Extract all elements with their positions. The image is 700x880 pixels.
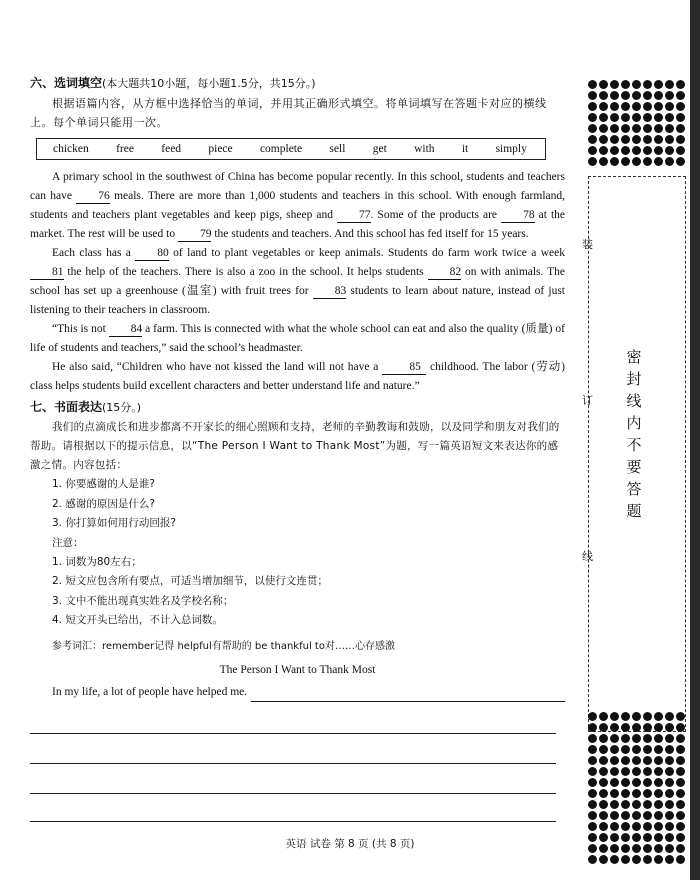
binding-dot bbox=[676, 811, 685, 820]
binding-dot bbox=[588, 723, 597, 732]
binding-dot bbox=[676, 102, 685, 111]
binding-dot bbox=[643, 745, 652, 754]
binding-dot bbox=[588, 712, 597, 721]
binding-dot bbox=[676, 767, 685, 776]
binding-dot bbox=[588, 113, 597, 122]
writing-line[interactable] bbox=[30, 733, 556, 734]
binding-dot bbox=[621, 146, 630, 155]
binding-dot bbox=[610, 822, 619, 831]
essay-title: The Person I Want to Thank Most bbox=[219, 663, 376, 676]
binding-dot bbox=[621, 800, 630, 809]
blank-83[interactable]: 83 bbox=[313, 285, 347, 299]
section6-instruction: 根据语篇内容，从方框中选择恰当的单词，并用其正确形式填空。将单词填写在答题卡对应的横线上。每个单词只能用一次。 bbox=[30, 97, 547, 129]
binding-dot bbox=[610, 767, 619, 776]
binding-dot bbox=[643, 146, 652, 155]
binding-dot bbox=[665, 833, 674, 842]
binding-dot bbox=[621, 102, 630, 111]
binding-dot bbox=[621, 844, 630, 853]
binding-dot bbox=[610, 855, 619, 864]
binding-dot bbox=[599, 80, 608, 89]
binding-dot bbox=[676, 124, 685, 133]
binding-dot bbox=[588, 157, 597, 166]
blank-80[interactable]: 80 bbox=[135, 247, 169, 261]
binding-dot bbox=[665, 157, 674, 166]
section7-title: 七、书面表达 bbox=[30, 400, 103, 414]
binding-dot bbox=[621, 778, 630, 787]
binding-dot bbox=[632, 778, 641, 787]
binding-dot bbox=[621, 135, 630, 144]
binding-dot bbox=[665, 91, 674, 100]
binding-dot bbox=[665, 789, 674, 798]
binding-dot bbox=[610, 91, 619, 100]
binding-dot bbox=[621, 822, 630, 831]
binding-dot bbox=[676, 80, 685, 89]
note-item: 3. 文中不能出现真实姓名及学校名称； bbox=[52, 594, 234, 607]
binding-dot bbox=[599, 712, 608, 721]
binding-dot bbox=[632, 723, 641, 732]
binding-dot bbox=[599, 800, 608, 809]
binding-dot bbox=[643, 767, 652, 776]
binding-dot bbox=[654, 135, 663, 144]
binding-dot bbox=[632, 855, 641, 864]
blank-82[interactable]: 82 bbox=[428, 266, 462, 280]
binding-dot bbox=[621, 745, 630, 754]
binding-dot bbox=[588, 811, 597, 820]
binding-dot bbox=[676, 135, 685, 144]
binding-dot bbox=[610, 712, 619, 721]
binding-dot bbox=[643, 734, 652, 743]
binding-dot bbox=[632, 833, 641, 842]
binding-dot bbox=[599, 124, 608, 133]
binding-dot bbox=[632, 157, 641, 166]
binding-dot bbox=[610, 102, 619, 111]
binding-dot bbox=[676, 778, 685, 787]
binding-dot bbox=[654, 756, 663, 765]
binding-dot bbox=[610, 789, 619, 798]
binding-dot bbox=[632, 822, 641, 831]
binding-dot bbox=[654, 124, 663, 133]
binding-dot bbox=[588, 80, 597, 89]
binding-dot bbox=[621, 767, 630, 776]
binding-dot bbox=[654, 157, 663, 166]
word-bank bbox=[36, 138, 546, 160]
word-bank-item: with bbox=[414, 142, 435, 155]
binding-dot bbox=[665, 800, 674, 809]
binding-dot bbox=[665, 124, 674, 133]
blank-85[interactable]: 85 bbox=[382, 361, 426, 375]
binding-dot bbox=[588, 855, 597, 864]
binding-dot bbox=[676, 789, 685, 798]
binding-dot bbox=[588, 844, 597, 853]
binding-dot bbox=[599, 745, 608, 754]
binding-mark: 订 bbox=[582, 394, 593, 407]
binding-dot bbox=[588, 767, 597, 776]
binding-dot bbox=[621, 712, 630, 721]
binding-dot bbox=[588, 135, 597, 144]
binding-dot bbox=[632, 91, 641, 100]
binding-dot bbox=[610, 146, 619, 155]
binding-dot bbox=[676, 756, 685, 765]
binding-dot bbox=[665, 712, 674, 721]
binding-dot bbox=[654, 844, 663, 853]
binding-dot bbox=[665, 778, 674, 787]
binding-dot bbox=[632, 135, 641, 144]
binding-dot bbox=[665, 822, 674, 831]
binding-dot bbox=[599, 822, 608, 831]
binding-dot bbox=[588, 822, 597, 831]
section7-prompt: 我们的点滴成长和进步都离不开家长的细心照顾和支持，老师的辛勤教诲和鼓励，以及同学和朋友对我们的帮助。请根据以下的提示信息，以“The Person I Want to Thank Most”为题，写一篇英语短文来表达你的感激之情。内容包括： bbox=[30, 421, 560, 471]
binding-dot bbox=[654, 80, 663, 89]
binding-dot bbox=[588, 756, 597, 765]
reference-vocabulary: 参考词汇：remember记得 helpful有帮助的 be thankful to对……心存感激 bbox=[52, 640, 395, 652]
binding-dot bbox=[632, 146, 641, 155]
essay-opening-text: In my life, a lot of people have helped me. bbox=[52, 685, 248, 698]
word-bank-item: simply bbox=[495, 142, 527, 155]
binding-dot bbox=[643, 756, 652, 765]
seal-line-notice: 密 封 线 内 不 要 答 题 bbox=[626, 348, 642, 520]
binding-dot bbox=[588, 745, 597, 754]
binding-dot bbox=[621, 723, 630, 732]
word-bank-item: it bbox=[461, 142, 469, 155]
binding-dot bbox=[599, 146, 608, 155]
passage-paragraph-3: “This is not 84 a farm. This is connected with what the whole school can eat and also the quality (质量) of life of students and teachers,” said the school’s headmaster. bbox=[30, 323, 565, 354]
binding-dot bbox=[588, 800, 597, 809]
binding-dot bbox=[610, 124, 619, 133]
binding-dot bbox=[654, 723, 663, 732]
binding-dot bbox=[665, 811, 674, 820]
binding-dot bbox=[632, 789, 641, 798]
binding-dot-pattern-top bbox=[588, 80, 686, 167]
binding-dot bbox=[654, 855, 663, 864]
binding-dot bbox=[610, 113, 619, 122]
binding-dot bbox=[621, 756, 630, 765]
notes-list bbox=[52, 553, 565, 631]
binding-dot bbox=[610, 734, 619, 743]
word-bank-item: free bbox=[116, 142, 134, 155]
binding-dot bbox=[621, 734, 630, 743]
binding-dot bbox=[665, 113, 674, 122]
binding-dot bbox=[643, 855, 652, 864]
binding-dot bbox=[599, 723, 608, 732]
main-content bbox=[30, 74, 565, 702]
binding-dot bbox=[588, 833, 597, 842]
binding-dot bbox=[665, 855, 674, 864]
question-item: 3. 你打算如何用行动回报? bbox=[52, 517, 176, 529]
binding-dot bbox=[632, 734, 641, 743]
binding-dot bbox=[643, 723, 652, 732]
binding-dot bbox=[643, 800, 652, 809]
binding-dot bbox=[599, 767, 608, 776]
binding-dot bbox=[610, 811, 619, 820]
binding-dot bbox=[599, 135, 608, 144]
note-item: 2. 短文应包含所有要点，可适当增加细节，以使行文连贯； bbox=[52, 575, 328, 587]
binding-dot bbox=[599, 855, 608, 864]
question-item: 2. 感谢的原因是什么? bbox=[52, 497, 155, 510]
binding-dot bbox=[676, 734, 685, 743]
binding-dot bbox=[643, 789, 652, 798]
binding-dot bbox=[654, 778, 663, 787]
binding-dot bbox=[632, 80, 641, 89]
binding-dot bbox=[676, 712, 685, 721]
binding-dot bbox=[665, 80, 674, 89]
binding-dot bbox=[665, 135, 674, 144]
blank-78[interactable]: 78 bbox=[501, 209, 535, 223]
binding-dot bbox=[654, 811, 663, 820]
binding-dot bbox=[610, 157, 619, 166]
binding-dot bbox=[643, 844, 652, 853]
word-bank-item: sell bbox=[329, 142, 346, 155]
binding-dot bbox=[588, 124, 597, 133]
binding-dot bbox=[610, 778, 619, 787]
binding-dot bbox=[654, 712, 663, 721]
binding-dot bbox=[632, 756, 641, 765]
binding-dot bbox=[610, 756, 619, 765]
binding-dot bbox=[621, 91, 630, 100]
binding-dot bbox=[654, 800, 663, 809]
binding-dot bbox=[665, 844, 674, 853]
question-item: 1. 你要感谢的人是谁? bbox=[52, 478, 155, 490]
binding-dot bbox=[665, 146, 674, 155]
binding-dot bbox=[621, 811, 630, 820]
binding-dot bbox=[654, 146, 663, 155]
binding-dot bbox=[610, 844, 619, 853]
notes-title: 注意： bbox=[52, 536, 84, 549]
binding-dot bbox=[599, 833, 608, 842]
section7-header bbox=[30, 398, 565, 418]
binding-dot bbox=[610, 80, 619, 89]
binding-dot bbox=[632, 800, 641, 809]
binding-dot bbox=[588, 734, 597, 743]
binding-dot bbox=[654, 113, 663, 122]
binding-dot bbox=[676, 745, 685, 754]
binding-dot bbox=[599, 844, 608, 853]
binding-mark: 线 bbox=[582, 550, 593, 563]
blank-84[interactable]: 84 bbox=[109, 323, 143, 337]
binding-dot bbox=[654, 789, 663, 798]
binding-dot bbox=[599, 811, 608, 820]
binding-dot bbox=[665, 745, 674, 754]
blank-81[interactable]: 81 bbox=[30, 266, 64, 280]
binding-dot bbox=[676, 833, 685, 842]
binding-dot bbox=[643, 102, 652, 111]
binding-dot bbox=[621, 855, 630, 864]
binding-dot bbox=[654, 833, 663, 842]
binding-dot bbox=[610, 723, 619, 732]
binding-dot bbox=[654, 91, 663, 100]
word-bank-item: piece bbox=[208, 142, 233, 155]
binding-dot bbox=[676, 844, 685, 853]
binding-dot bbox=[632, 811, 641, 820]
writing-line[interactable] bbox=[30, 763, 556, 764]
binding-dot bbox=[665, 723, 674, 732]
binding-dot bbox=[643, 157, 652, 166]
binding-dot bbox=[643, 778, 652, 787]
binding-dot bbox=[643, 135, 652, 144]
binding-dot bbox=[621, 833, 630, 842]
binding-dot bbox=[665, 102, 674, 111]
binding-dot bbox=[632, 844, 641, 853]
binding-dot bbox=[621, 113, 630, 122]
passage-paragraph-1: A primary school in the southwest of China has become popular recently. In this school, students and teachers can have 76 meals. There are more than 1,000 students and teachers in this school. With enough farmland, students and teachers plant vegetables and keep pigs, sheep and 77. Some of the products are 78 at the market. The rest will be used to 79 the students and teachers. And this school has fed itself for 15 years. bbox=[30, 171, 565, 240]
writing-line[interactable] bbox=[30, 793, 556, 794]
binding-dot bbox=[643, 833, 652, 842]
word-bank-item: complete bbox=[259, 142, 303, 155]
binding-mark: 装 bbox=[582, 238, 593, 251]
binding-dot bbox=[632, 767, 641, 776]
binding-dot bbox=[621, 124, 630, 133]
binding-dot bbox=[665, 756, 674, 765]
binding-dot bbox=[632, 712, 641, 721]
binding-dot bbox=[599, 789, 608, 798]
passage-paragraph-4: He also said, “Children who have not kissed the land will not have a 85 childhood. The labor (劳动) class helps students build excellent characters and better understand life and nature.” bbox=[30, 361, 565, 392]
binding-dot bbox=[632, 745, 641, 754]
binding-dot bbox=[588, 778, 597, 787]
binding-dot bbox=[632, 113, 641, 122]
binding-dot bbox=[610, 833, 619, 842]
note-item: 1. 词数为80左右； bbox=[52, 555, 142, 568]
binding-dot bbox=[610, 135, 619, 144]
binding-dot bbox=[643, 113, 652, 122]
binding-dot bbox=[599, 157, 608, 166]
section6-title: 六、选词填空 bbox=[30, 76, 103, 90]
binding-dot bbox=[665, 767, 674, 776]
binding-dot bbox=[621, 789, 630, 798]
binding-dot bbox=[588, 91, 597, 100]
note-item: 4. 短文开头已给出，不计入总词数。 bbox=[52, 614, 223, 626]
binding-dot bbox=[643, 811, 652, 820]
binding-dot bbox=[676, 157, 685, 166]
binding-dot bbox=[654, 734, 663, 743]
section6-header bbox=[30, 74, 565, 94]
binding-dot bbox=[632, 102, 641, 111]
binding-dot bbox=[599, 91, 608, 100]
binding-dot bbox=[643, 712, 652, 721]
binding-dot bbox=[643, 124, 652, 133]
blank-77[interactable]: 77 bbox=[337, 209, 371, 223]
word-bank-item: feed bbox=[161, 142, 182, 155]
writing-line[interactable] bbox=[30, 821, 556, 822]
binding-dot bbox=[676, 113, 685, 122]
section7-note: (15分。) bbox=[102, 401, 142, 414]
binding-dot bbox=[676, 91, 685, 100]
binding-dot bbox=[654, 767, 663, 776]
binding-dot bbox=[599, 113, 608, 122]
binding-dot-pattern-bottom bbox=[588, 712, 686, 865]
binding-dot bbox=[643, 91, 652, 100]
question-list bbox=[52, 475, 565, 534]
binding-dot bbox=[588, 102, 597, 111]
word-bank-item: chicken bbox=[53, 142, 89, 155]
binding-dot bbox=[610, 800, 619, 809]
section6-note: (本大题共10小题，每小题1.5分，共15分。) bbox=[102, 77, 316, 90]
binding-dot bbox=[654, 102, 663, 111]
binding-dot bbox=[643, 822, 652, 831]
writing-line[interactable] bbox=[251, 689, 565, 702]
binding-dot bbox=[610, 745, 619, 754]
binding-dot bbox=[676, 723, 685, 732]
binding-dot bbox=[599, 778, 608, 787]
essay-opening bbox=[52, 683, 565, 702]
binding-dot bbox=[621, 80, 630, 89]
scan-edge bbox=[690, 0, 700, 880]
binding-dot bbox=[676, 800, 685, 809]
binding-dot bbox=[599, 102, 608, 111]
binding-dot bbox=[599, 756, 608, 765]
binding-dot bbox=[588, 146, 597, 155]
binding-dot bbox=[599, 734, 608, 743]
binding-dot bbox=[632, 124, 641, 133]
binding-dot bbox=[676, 146, 685, 155]
binding-dot bbox=[588, 789, 597, 798]
binding-dot bbox=[654, 822, 663, 831]
binding-dot bbox=[676, 855, 685, 864]
passage-paragraph-2: Each class has a 80 of land to plant vegetables or keep animals. Students do farm work twice a week 81 the help of the teachers. There is also a zoo in the school. It helps students 82 on with animals. The school has set up a greenhouse (温室) with fruit trees for 83 students to learn about nature, instead of just listening to their teachers in classroom. bbox=[30, 247, 566, 316]
page-footer: 英语 试卷 第 8 页 (共 8 页) bbox=[285, 838, 415, 850]
word-bank-item: get bbox=[372, 142, 387, 155]
binding-dot bbox=[665, 734, 674, 743]
binding-dot bbox=[621, 157, 630, 166]
blank-79[interactable]: 79 bbox=[178, 228, 212, 242]
binding-dot bbox=[654, 745, 663, 754]
binding-dot bbox=[643, 80, 652, 89]
binding-dot bbox=[676, 822, 685, 831]
blank-76[interactable]: 76 bbox=[76, 190, 110, 204]
